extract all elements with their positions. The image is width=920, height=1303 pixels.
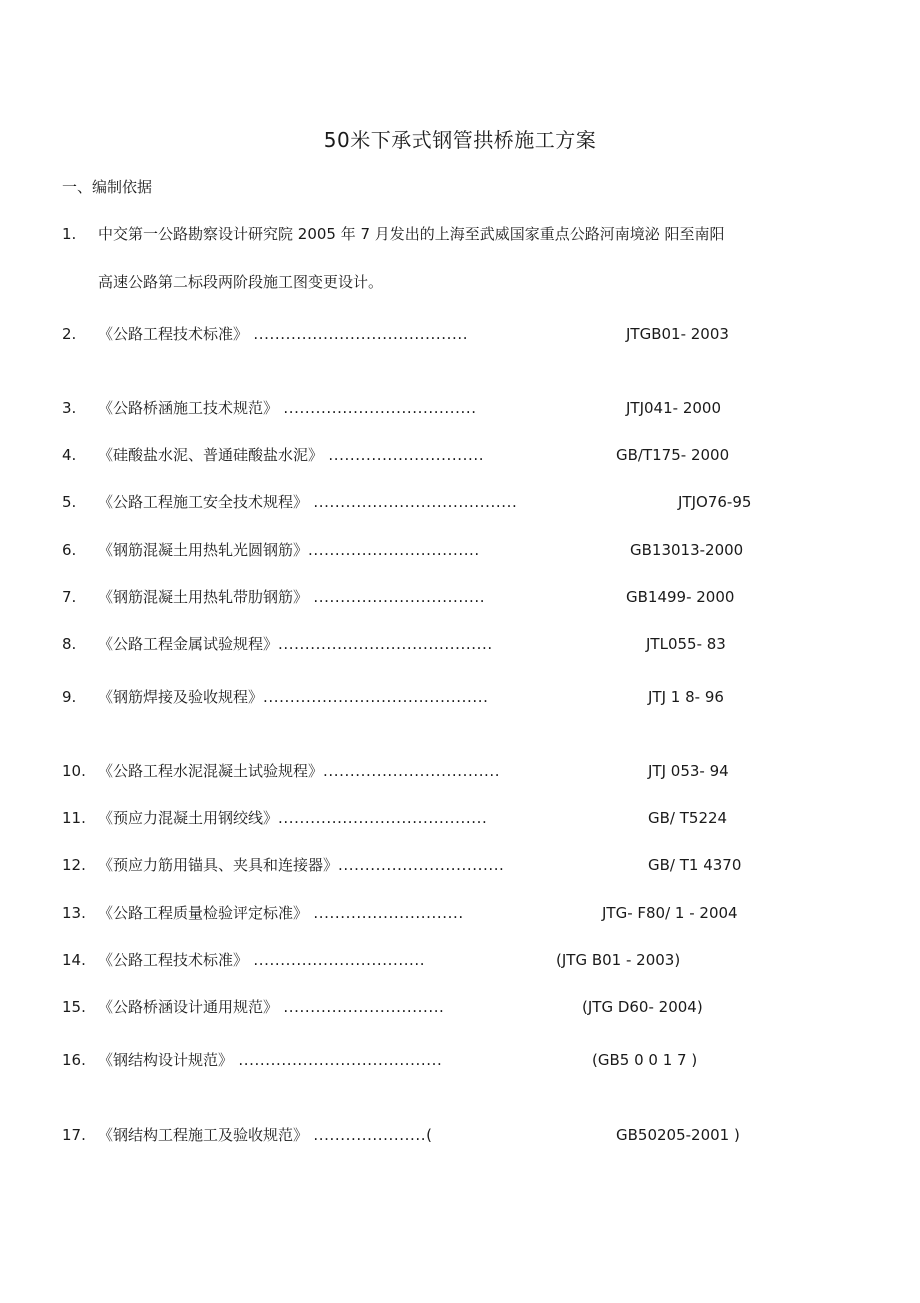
item-number: 1. (62, 225, 77, 243)
item-number: 17. (62, 1126, 86, 1144)
dot-leader: ................................ (248, 951, 426, 969)
item-number: 12. (62, 856, 86, 874)
item-text: 高速公路第二标段两阶段施工图变更设计。 (98, 273, 384, 291)
item-text: 中交第一公路勘察设计研究院 2005 年 7 月发出的上海至武威国家重点公路河南境泌 阳至南阳 (98, 225, 725, 243)
standard-title: 《公路工程质量检验评定标准》 (98, 904, 309, 922)
standard-title: 《公路工程水泥混凝土试验规程》 (98, 762, 324, 780)
standard-title: 《公路桥涵设计通用规范》 (98, 998, 279, 1016)
item-number: 2. (62, 325, 77, 343)
dot-leader: ................................ (308, 541, 480, 559)
item-number: 13. (62, 904, 86, 922)
item-number: 10. (62, 762, 86, 780)
dot-leader: .....................( (308, 1126, 433, 1144)
dot-leader: ...................................... (233, 1051, 443, 1069)
standard-code: JTG- F80/ 1 - 2004 (602, 904, 738, 922)
dot-leader: .............................. (278, 998, 445, 1016)
standard-code: GB1499- 2000 (626, 588, 735, 606)
dot-leader: .......................................... (263, 688, 489, 706)
standard-title: 《预应力筋用锚具、夹具和连接器》 (98, 856, 339, 874)
standard-title: 《公路工程技术标准》 (98, 951, 249, 969)
item-number: 5. (62, 493, 77, 511)
item-number: 16. (62, 1051, 86, 1069)
standard-code: (JTG D60- 2004) (582, 998, 703, 1016)
dot-leader: ........................................ (278, 635, 493, 653)
standard-code: GB/ T1 4370 (648, 856, 742, 874)
standard-code: GB13013-2000 (630, 541, 744, 559)
standard-title: 《硅酸盐水泥、普通硅酸盐水泥》 (98, 446, 324, 464)
item-number: 8. (62, 635, 77, 653)
dot-leader: ............................... (338, 856, 505, 874)
standard-title: 《钢结构设计规范》 (98, 1051, 234, 1069)
item-number: 6. (62, 541, 77, 559)
standard-code: GB/ T5224 (648, 809, 728, 827)
item-number: 4. (62, 446, 77, 464)
standard-title: 《公路工程金属试验规程》 (98, 635, 279, 653)
dot-leader: ................................ (308, 588, 486, 606)
dot-leader: ............................. (323, 446, 485, 464)
page-title: 50米下承式钢管拱桥施工方案 (323, 128, 597, 152)
standard-title: 《公路工程施工安全技术规程》 (98, 493, 309, 511)
standard-code: (GB5 0 0 1 7 ) (592, 1051, 698, 1069)
dot-leader: .................................... (278, 399, 477, 417)
standard-title: 《公路工程技术标准》 (98, 325, 249, 343)
dot-leader: ............................ (308, 904, 464, 922)
standard-title: 《钢结构工程施工及验收规范》 (98, 1126, 309, 1144)
item-number: 7. (62, 588, 77, 606)
standard-code: JTJ 1 8- 96 (648, 688, 724, 706)
item-number: 11. (62, 809, 86, 827)
standard-code: JTJO76-95 (678, 493, 752, 511)
standard-code: (JTG B01 - 2003) (556, 951, 681, 969)
standard-title: 《公路桥涵施工技术规范》 (98, 399, 279, 417)
standard-title: 《钢筋混凝土用热轧带肋钢筋》 (98, 588, 309, 606)
standard-code: GB/T175- 2000 (616, 446, 730, 464)
item-number: 9. (62, 688, 77, 706)
dot-leader: ...................................... (308, 493, 518, 511)
standard-code: GB50205-2001 ) (616, 1126, 740, 1144)
item-number: 3. (62, 399, 77, 417)
standard-title: 《钢筋焊接及验收规程》 (98, 688, 264, 706)
standard-title: 《预应力混凝土用钢绞线》 (98, 809, 279, 827)
item-number: 14. (62, 951, 86, 969)
dot-leader: ........................................ (248, 325, 469, 343)
item-number: 15. (62, 998, 86, 1016)
standard-code: JTGB01- 2003 (626, 325, 729, 343)
dot-leader: ................................. (323, 762, 501, 780)
standard-code: JTL055- 83 (646, 635, 726, 653)
standard-code: JTJ041- 2000 (626, 399, 721, 417)
section-heading: 一、编制依据 (62, 178, 153, 196)
standard-title: 《钢筋混凝土用热轧光圆钢筋》 (98, 541, 309, 559)
standard-code: JTJ 053- 94 (648, 762, 729, 780)
dot-leader: ....................................... (278, 809, 488, 827)
